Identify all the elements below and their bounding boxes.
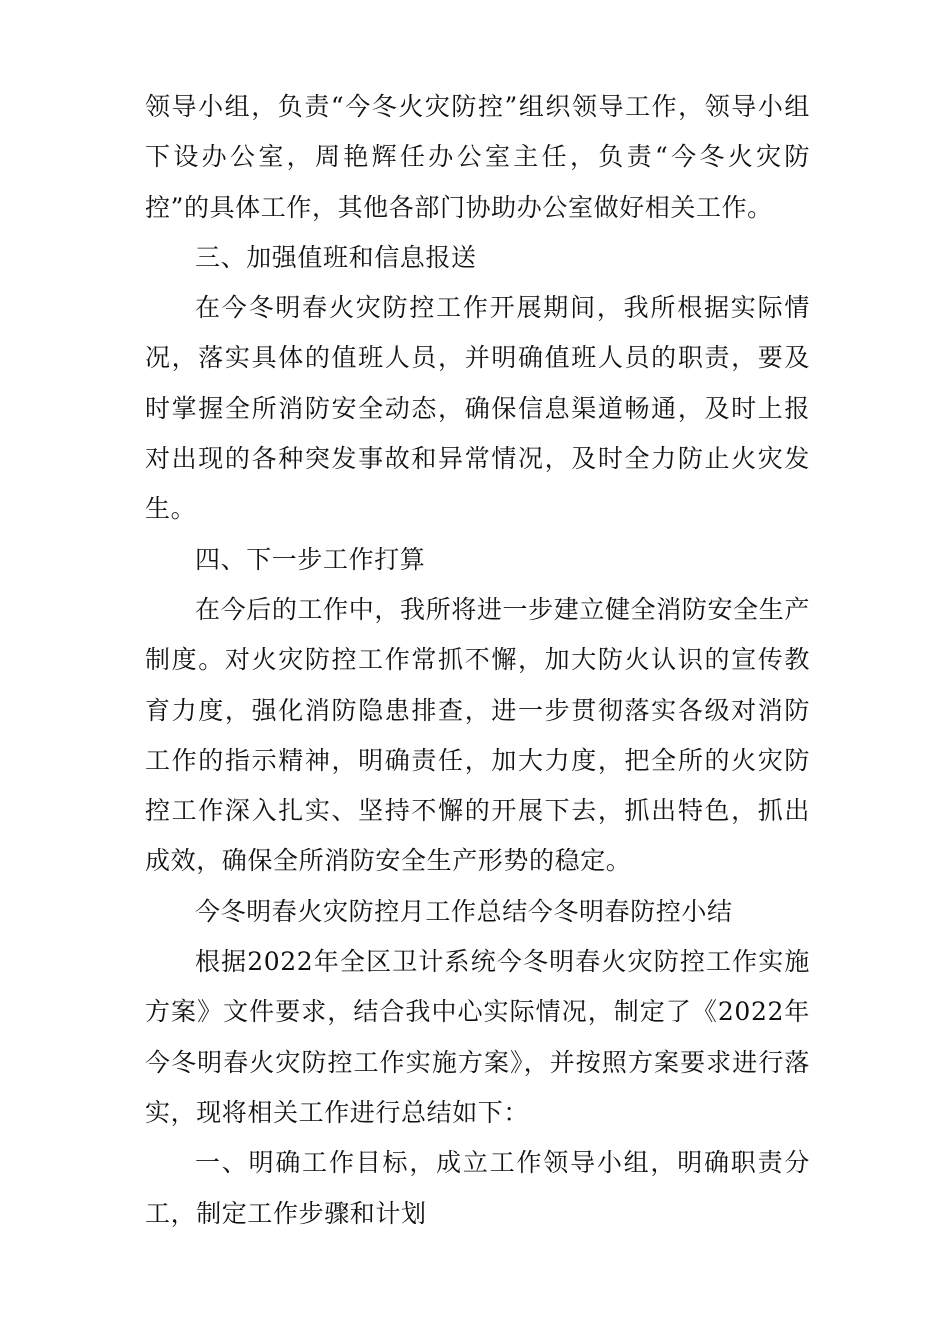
document-body [145,82,810,1239]
paragraph-duty-and-reporting: 在今冬明春火灾防控工作开展期间，我所根据实际情况，落实具体的值班人员，并明确值班人员的职责，要及时掌握全所消防安全动态，确保信息渠道畅通，及时上报对出现的各种突发事故和异常情况，及时全力防止火灾发生。 [145,293,810,524]
heading-work-goals: 一、明确工作目标，成立工作领导小组，明确职责分工，制定工作步骤和计划 [145,1148,810,1228]
heading-next-steps: 四、下一步工作打算 [195,544,426,574]
section-title-summary: 今冬明春火灾防控月工作总结今冬明春防控小结 [195,896,733,926]
paragraph-summary-intro: 根据2022年全区卫计系统今冬明春火灾防控工作实施方案》文件要求，结合我中心实际情况，制定了《2022年今冬明春火灾防控工作实施方案》，并按照方案要求进行落实，现将相关工作进行总结如下： [145,947,810,1127]
heading-duty-and-reporting: 三、加强值班和信息报送 [195,242,477,272]
paragraph-next-steps: 在今后的工作中，我所将进一步建立健全消防安全生产制度。对火灾防控工作常抓不懈，加大防火认识的宣传教育力度，强化消防隐患排查，进一步贯彻落实各级对消防工作的指示精神，明确责任，加大力度，把全所的火灾防控工作深入扎实、坚持不懈的开展下去，抓出特色，抓出成效，确保全所消防安全生产形势的稳定。 [145,594,810,876]
paragraph-leading-group: 领导小组，负责“今冬火灾防控”组织领导工作，领导小组下设办公室，周艳辉任办公室主任，负责“今冬火灾防控”的具体工作，其他各部门协助办公室做好相关工作。 [145,92,810,222]
